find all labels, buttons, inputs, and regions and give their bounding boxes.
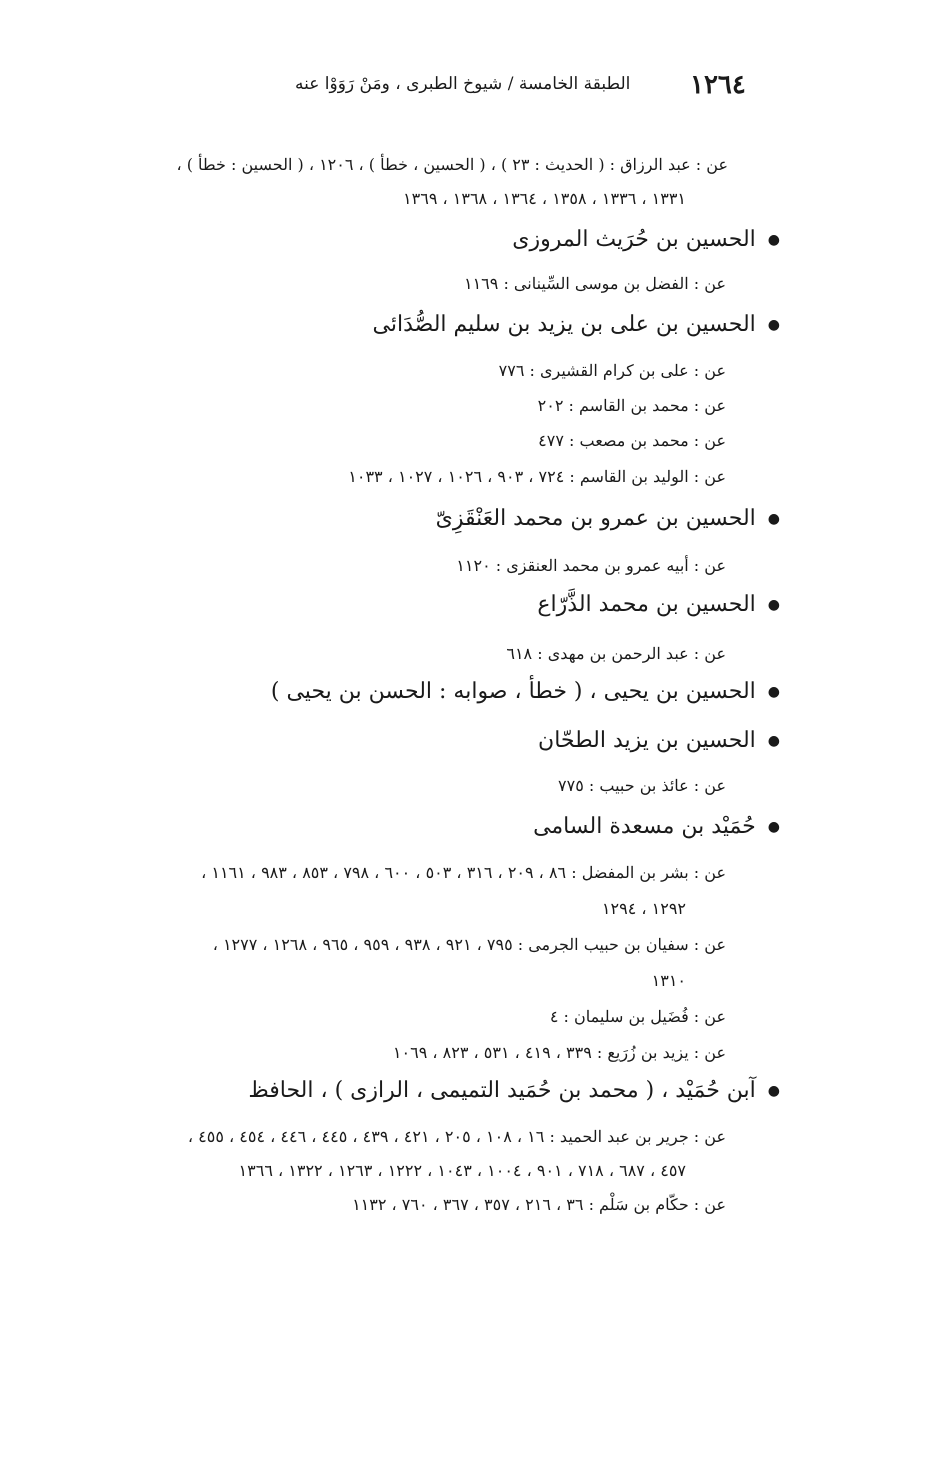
bullet-icon: ● xyxy=(767,597,780,613)
bullet-icon: ● xyxy=(767,317,780,333)
narrator-heading: ●الحسين بن على بن يزيد بن سليم الصُّدَائى xyxy=(372,312,780,337)
source-line: عن : حكّام بن سَلْم : ٣٦ ، ٢١٦ ، ٣٥٧ ، ٣٦٧ ، ٧٦٠ ، ١١٣٢ xyxy=(352,1195,726,1214)
narrator-heading: ●الحسين بن يحيى ، ( خطأ ، صوابه : الحسن بن يحيى ) xyxy=(270,679,780,704)
bullet-icon: ● xyxy=(767,733,780,749)
running-title: الطبقة الخامسة / شيوخ الطبرى ، ومَنْ رَوَوْا عنه xyxy=(295,74,631,94)
source-line: عن : سفيان بن حبيب الجرمى : ٧٩٥ ، ٩٢١ ، ٩٣٨ ، ٩٥٩ ، ٩٦٥ ، ١٢٦٨ ، ١٢٧٧ ، xyxy=(212,935,726,954)
source-line: عن : على بن كرام القشيرى : ٧٧٦ xyxy=(498,361,726,380)
source-line: عن : فُضَيل بن سليمان : ٤ xyxy=(549,1007,726,1026)
page-number: ١٢٦٤ xyxy=(690,70,746,100)
bullet-icon: ● xyxy=(767,232,780,248)
bullet-icon: ● xyxy=(767,684,780,700)
narrator-heading: ●الحسين بن حُرَيث المروزى xyxy=(512,227,780,252)
continuation-line: ٤٥٧ ، ٦٨٧ ، ٧١٨ ، ٩٠١ ، ١٠٠٤ ، ١٠٤٣ ، ١٢٢٢ ، ١٢٦٣ ، ١٣٢٢ ، ١٣٦٦ xyxy=(238,1161,686,1180)
source-line: عن : عبد الرزاق : ( الحديث : ٢٣ ) ، ( الحسين ، خطأ ) ، ١٢٠٦ ، ( الحسين : خطأ ) ، xyxy=(176,155,728,174)
narrator-heading: ●الحسين بن محمد الذَّرّاع xyxy=(537,592,780,617)
source-line: عن : بشر بن المفضل : ٨٦ ، ٢٠٩ ، ٣١٦ ، ٥٠٣ ، ٦٠٠ ، ٧٩٨ ، ٨٥٣ ، ٩٨٣ ، ١١٦١ ، xyxy=(201,863,726,882)
source-line: عن : محمد بن مصعب : ٤٧٧ xyxy=(538,431,726,450)
source-line: عن : الوليد بن القاسم : ٧٢٤ ، ٩٠٣ ، ١٠٢٦ ، ١٠٢٧ ، ١٠٣٣ xyxy=(348,467,726,486)
source-line: عن : عائذ بن حبيب : ٧٧٥ xyxy=(558,776,726,795)
narrator-heading: ●الحسين بن يزيد الطحّان xyxy=(538,728,780,753)
source-line: عن : جرير بن عبد الحميد : ١٦ ، ١٠٨ ، ٢٠٥ ، ٤٢١ ، ٤٣٩ ، ٤٤٥ ، ٤٤٦ ، ٤٥٤ ، ٤٥٥ ، xyxy=(187,1127,726,1146)
source-line: عن : الفضل بن موسى السِّينانى : ١١٦٩ xyxy=(463,274,726,293)
bullet-icon: ● xyxy=(767,511,780,527)
source-line: عن : يزيد بن زُرَيع : ٣٣٩ ، ٤١٩ ، ٥٣١ ، ٨٢٣ ، ١٠٦٩ xyxy=(392,1043,726,1062)
narrator-heading: ●حُمَيْد بن مسعدة السامى xyxy=(533,814,780,839)
narrator-heading: ●آبن حُمَيْد ، ( محمد بن حُمَيد التميمى ، الرازى ) ، الحافظ xyxy=(248,1078,780,1103)
continuation-line: ١٢٩٢ ، ١٢٩٤ xyxy=(601,899,686,918)
source-line: عن : محمد بن القاسم : ٢٠٢ xyxy=(537,396,726,415)
continuation-line: ١٣١٠ xyxy=(651,971,686,990)
continuation-line: ١٣٣١ ، ١٣٣٦ ، ١٣٥٨ ، ١٣٦٤ ، ١٣٦٨ ، ١٣٦٩ xyxy=(403,189,686,208)
bullet-icon: ● xyxy=(767,1083,780,1099)
bullet-icon: ● xyxy=(767,819,780,835)
narrator-heading: ●الحسين بن عمرو بن محمد العَنْقَزِىّ xyxy=(435,506,780,531)
source-line: عن : عبد الرحمن بن مهدى : ٦١٨ xyxy=(506,644,726,663)
source-line: عن : أبيه عمرو بن محمد العنقزى : ١١٢٠ xyxy=(456,556,726,575)
